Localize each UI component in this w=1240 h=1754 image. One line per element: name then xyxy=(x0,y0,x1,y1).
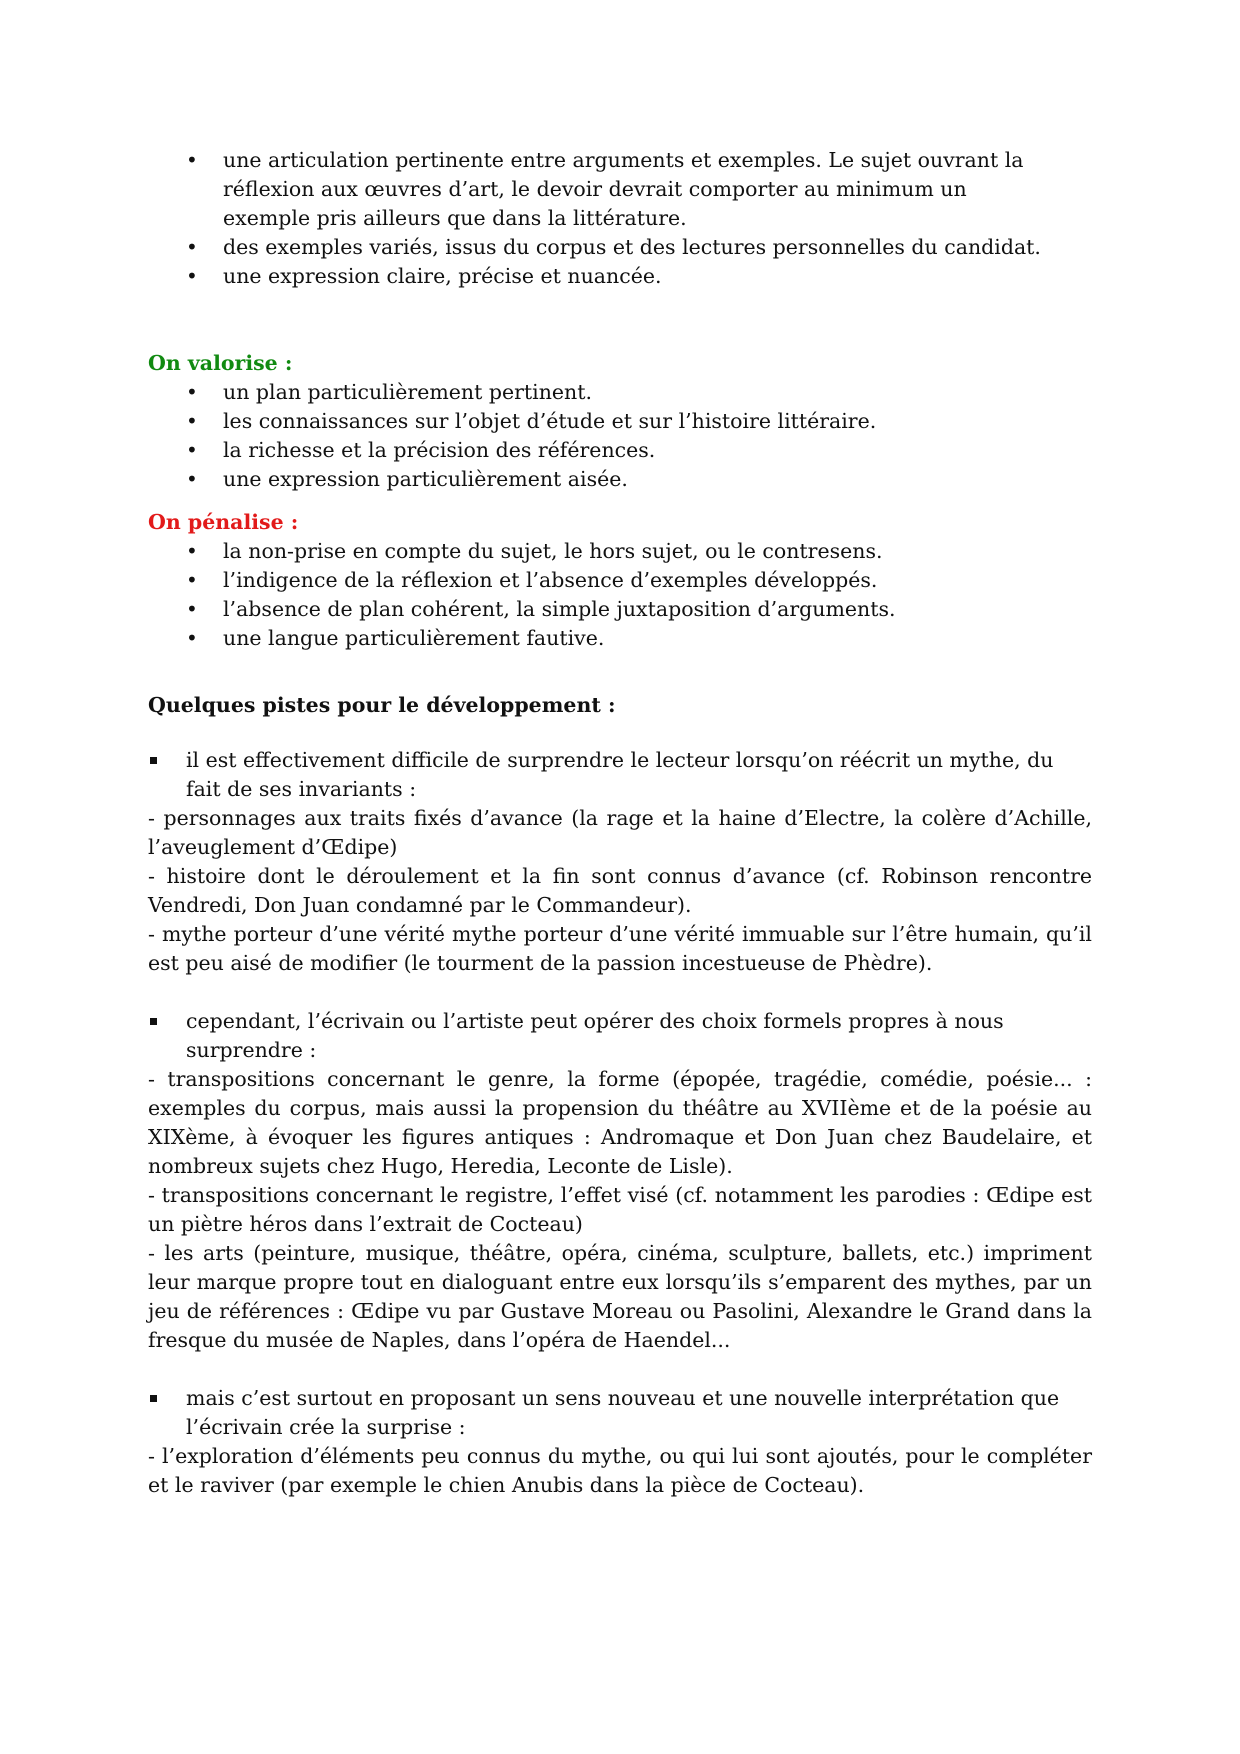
list-item: • une langue particulièrement fautive. xyxy=(148,624,1092,653)
paragraph-line: - transpositions concernant le registre, l’effet visé (cf. notamment les parodies : Œdipe est un piètre héros dans l’extrait de Cocteau) xyxy=(148,1183,1092,1236)
pistes-section-invariants xyxy=(148,746,1092,978)
list-item: • la richesse et la précision des références. xyxy=(148,436,1092,465)
square-bullet-icon xyxy=(150,1395,157,1402)
paragraph-line: - transpositions concernant le genre, la forme (épopée, tragédie, comédie, poésie... : exemples du corpus, mais aussi la propension du théâtre au XVIIème et de la poésie au XIXème, à évoquer les figures antiques : Andromaque et Don Juan chez Baudelaire, et nombreux sujets chez Hugo, Heredia, Leconte de Lisle). xyxy=(148,1067,1092,1178)
section-lead-text: cependant, l’écrivain ou l’artiste peut opérer des choix formels propres à nous surprendre : xyxy=(186,1009,1004,1062)
valorise-heading: On valorise : xyxy=(148,351,293,375)
list-item: • des exemples variés, issus du corpus et des lectures personnelles du candidat. xyxy=(148,233,1052,262)
list-item: • une articulation pertinente entre arguments et exemples. Le sujet ouvrant la réflexion aux œuvres d’art, le devoir devrait comporter au minimum un exemple pris ailleurs que dans la littérature. xyxy=(148,146,1052,233)
square-bullet-icon xyxy=(150,757,157,764)
intro-bullet-list xyxy=(148,146,1092,291)
paragraph-line: - les arts (peinture, musique, théâtre, opéra, cinéma, sculpture, ballets, etc.) impriment leur marque propre tout en dialoguant entre eux lorsqu’ils s’emparent des mythes, par un jeu de références : Œdipe vu par Gustave Moreau ou Pasolini, Alexandre le Grand dans la fresque du musée de Naples, dans l’opéra de Haendel... xyxy=(148,1241,1092,1352)
paragraph-line: - mythe porteur d’une vérité mythe porteur d’une vérité immuable sur l’être humain, qu’il est peu aisé de modifier (le tourment de la passion incestueuse de Phèdre). xyxy=(148,922,1092,975)
penalise-heading: On pénalise : xyxy=(148,510,299,534)
section-lead-text: il est effectivement difficile de surprendre le lecteur lorsqu’on réécrit un mythe, du fait de ses invariants : xyxy=(186,748,1054,801)
section-lead xyxy=(148,1384,1092,1442)
list-item: • un plan particulièrement pertinent. xyxy=(148,378,1092,407)
penalise-list xyxy=(148,537,1092,653)
list-item: • les connaissances sur l’objet d’étude et sur l’histoire littéraire. xyxy=(148,407,1092,436)
list-item: • une expression particulièrement aisée. xyxy=(148,465,1092,494)
valorise-list xyxy=(148,378,1092,494)
list-item: • l’indigence de la réflexion et l’absence d’exemples développés. xyxy=(148,566,1092,595)
pistes-section-sens-nouveau xyxy=(148,1384,1092,1500)
list-item: • l’absence de plan cohérent, la simple juxtaposition d’arguments. xyxy=(148,595,1092,624)
list-item: • la non-prise en compte du sujet, le hors sujet, ou le contresens. xyxy=(148,537,1092,566)
section-lead xyxy=(148,746,1092,804)
pistes-heading: Quelques pistes pour le développement : xyxy=(148,693,616,717)
square-bullet-icon xyxy=(150,1018,157,1025)
paragraph-line: - histoire dont le déroulement et la fin sont connus d’avance (cf. Robinson rencontre Vendredi, Don Juan condamné par le Commandeur). xyxy=(148,864,1092,917)
paragraph-line: - l’exploration d’éléments peu connus du mythe, ou qui lui sont ajoutés, pour le compléter et le raviver (par exemple le chien Anubis dans la pièce de Cocteau). xyxy=(148,1444,1092,1497)
section-lead-text: mais c’est surtout en proposant un sens nouveau et une nouvelle interprétation que l’écrivain crée la surprise : xyxy=(186,1386,1060,1439)
pistes-section-choix-formels xyxy=(148,1007,1092,1355)
page-content xyxy=(148,146,1092,1500)
list-item: • une expression claire, précise et nuancée. xyxy=(148,262,1052,291)
section-lead xyxy=(148,1007,1092,1065)
paragraph-line: - personnages aux traits fixés d’avance (la rage et la haine d’Electre, la colère d’Achille, l’aveuglement d’Œdipe) xyxy=(148,806,1092,859)
